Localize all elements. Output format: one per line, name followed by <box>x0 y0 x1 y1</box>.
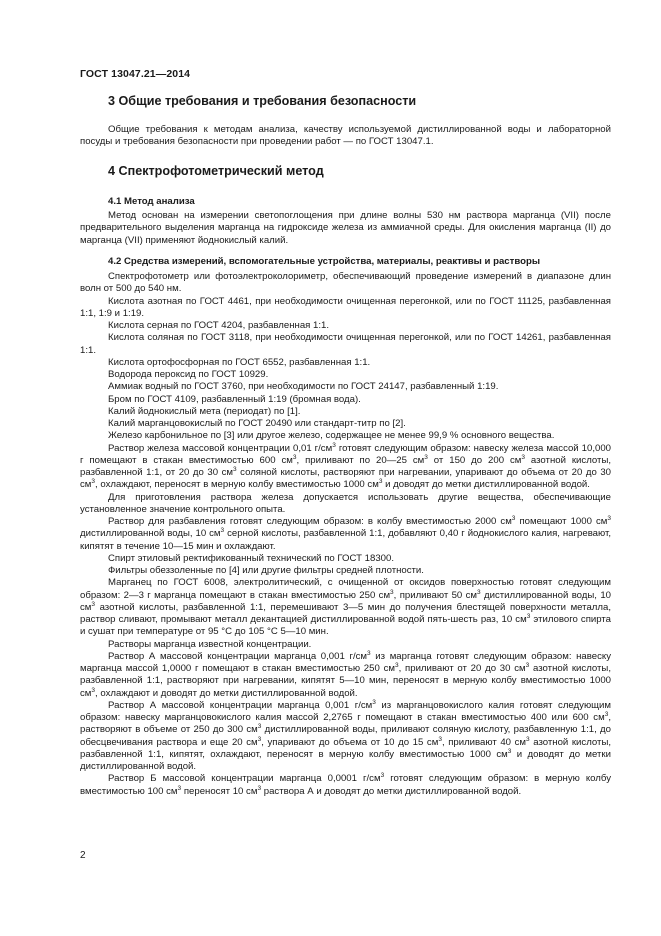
iron-solution-paragraph: Раствор железа массовой концентрации 0,01 $г/см^3$ готовят следующим образом: навеску железа массой 10,000 г помещают в стакан вместимостью 600 $см^3$, приливают по 20—25 $см^3$ от 150 до 200 $см^3$ азотной кислоты, разбавленной 1:1, от 20 до 30 $см^3$ соляной кислоты, растворяют при нагревании, упаривают до объема от 20 до 30 $см^3$, охлаждают, переносят в мерную колбу вместимостью 1000 $см^3$ и доводят до метки дистиллированной водой. <box>80 441 612 491</box>
list-item: Железо карбонильное по [3] или другое железо, содержащее не менее 99,9 % основного вещества. <box>108 430 555 442</box>
subsection-4-1-title: 4.1 Метод анализа <box>108 196 195 207</box>
subsection-4-2-title: 4.2 Средства измерений, вспомогательные устройства, материалы, реактивы и растворы <box>108 256 541 267</box>
solution-a-manganese-paragraph: Раствор А массовой концентрации марганца 0,001 $г/см^3$ из марганца готовят следующим образом: навеску марганца массой 1,0000 г помещают в стакан вместимостью 250 $см^3$, приливают от 20 до 30 $см^3$ азотной кислоты, разбавленной 1:1, растворяют при нагревании, кипятят 5—10 мин, переносят в мерную колбу вместимостью 1000 $см^3$, охлаждают и доводят до метки дистиллированной водой. <box>80 649 611 699</box>
subsection-4-2-body <box>80 271 611 798</box>
paragraph: Общие требования к методам анализа, качеству используемой дистиллированной воды и лабораторной посуды и требования безопасности при проведении работ — по ГОСТ 13047.1. <box>80 124 611 148</box>
list-item: Кислота азотная по ГОСТ 4461, при необходимости очищенная перегонкой, или по ГОСТ 11125, разбавленная 1:1, 1:9 и 1:19. <box>80 295 611 319</box>
list-item: Кислота серная по ГОСТ 4204, разбавленная 1:1. <box>108 320 330 331</box>
list-item: Кислота ортофосфорная по ГОСТ 6552, разбавленная 1:1. <box>108 356 371 368</box>
list-item: Калий марганцовокислый по ГОСТ 20490 или стандарт-титр по [2]. <box>108 418 406 429</box>
document-code-header: ГОСТ 13047.21—2014 <box>80 68 191 80</box>
filters-paragraph: Фильтры обеззоленные по [4] или другие фильтры средней плотности. <box>108 565 424 576</box>
list-item: Водорода пероксид по ГОСТ 10929. <box>108 369 269 380</box>
section-4-title: 4 Спектрофотометрический метод <box>108 164 324 178</box>
manganese-metal-paragraph: Марганец по ГОСТ 6008, электролитический, с очищенной от оксидов поверхностью готовят следующим образом: 2—3 г марганца помещают в стакан вместимостью 250 $см^3$, приливают 50 $см^3$ дистиллированной воды, 10 $см^3$ азотной кислоты, разбавленной 1:1, перемешивают 3—5 мин до получения блестящей поверхности металла, раствор сливают, промывают металл декантацией дистиллированной водой пять-шесть раз, 10 $см^3$ этилового спирта и сушат при температуре от 95 °С до 105 °С 5—10 мин. <box>80 577 612 638</box>
list-item: Бром по ГОСТ 4109, разбавленный 1:19 (бромная вода). <box>108 393 361 405</box>
section-3-text <box>80 124 611 149</box>
section-3-title: 3 Общие требования и требования безопасности <box>108 94 417 108</box>
mn-solutions-paragraph: Растворы марганца известной концентрации. <box>108 638 312 650</box>
list-item: Калий йоднокислый мета (периодат) по [1]. <box>108 405 301 417</box>
page-number: 2 <box>80 850 86 861</box>
list-item: Аммиак водный по ГОСТ 3760, при необходимости по ГОСТ 24147, разбавленный 1:19. <box>108 381 499 393</box>
iron-note-paragraph: Для приготовления раствора железа допускается использовать другие вещества, обеспечивающие установленное значение контрольного опыта. <box>80 491 611 515</box>
list-item: Кислота соляная по ГОСТ 3118, при необходимости очищенная перегонкой, или по ГОСТ 14261, разбавленная 1:1. <box>80 332 611 356</box>
list-item: Спектрофотометр или фотоэлектроколориметр, обеспечивающий проведение измерений в диапазоне длин волн от 500 до 540 нм. <box>80 271 611 295</box>
subsection-4-1-text <box>80 210 611 247</box>
dilution-solution-paragraph: Раствор для разбавления готовят следующим образом: в колбу вместимостью 2000 $см^3$ помещают 1000 $см^3$ дистиллированной воды, 10 $см^3$ серной кислоты, разбавленной 1:1, добавляют 0,40 г йоднокислого калия, нагревают, кипятят в течение 10—15 мин и охлаждают. <box>80 515 611 552</box>
alcohol-paragraph: Спирт этиловый ректификованный технический по ГОСТ 18300. <box>108 552 394 564</box>
solution-a-permanganate-paragraph: Раствор А массовой концентрации марганца 0,001 $г/см^3$ из марганцовокислого калия готовят следующим образом: навеску марганцовокислого калия массой 2,2765 г помещают в стакан вместимостью 400 или 600 $см^3$, растворяют в объеме от 250 до 300 $см^3$ дистиллированной воды, приливают соляную кислоту, разбавленную 1:1, до обесцвечивания раствора и еще 20 $см^3$, упаривают до объема от 10 до 15 $см^3$, приливают 40 $см^3$ азотной кислоты, разбавленной 1:1, кипятят, охлаждают, переносят в мерную колбу вместимостью 1000 $см^3$ и доводят до метки дистиллированной водой. <box>80 698 612 772</box>
paragraph: Метод основан на измерении светопоглощения при длине волны 530 нм раствора марганца (VII) после предварительного выделения марганца на гидроксиде железа из аммиачной среды. Для окисления марганца (II) до марганца (VII) применяют йоднокислый калий. <box>80 210 611 246</box>
solution-b-paragraph: Раствор Б массовой концентрации марганца 0,0001 $г/см^3$ готовят следующим образом: в мерную колбу вместимостью 100 $см^3$ переносят 10 $см^3$ раствора А и доводят до метки дистиллированной водой. <box>80 772 611 797</box>
